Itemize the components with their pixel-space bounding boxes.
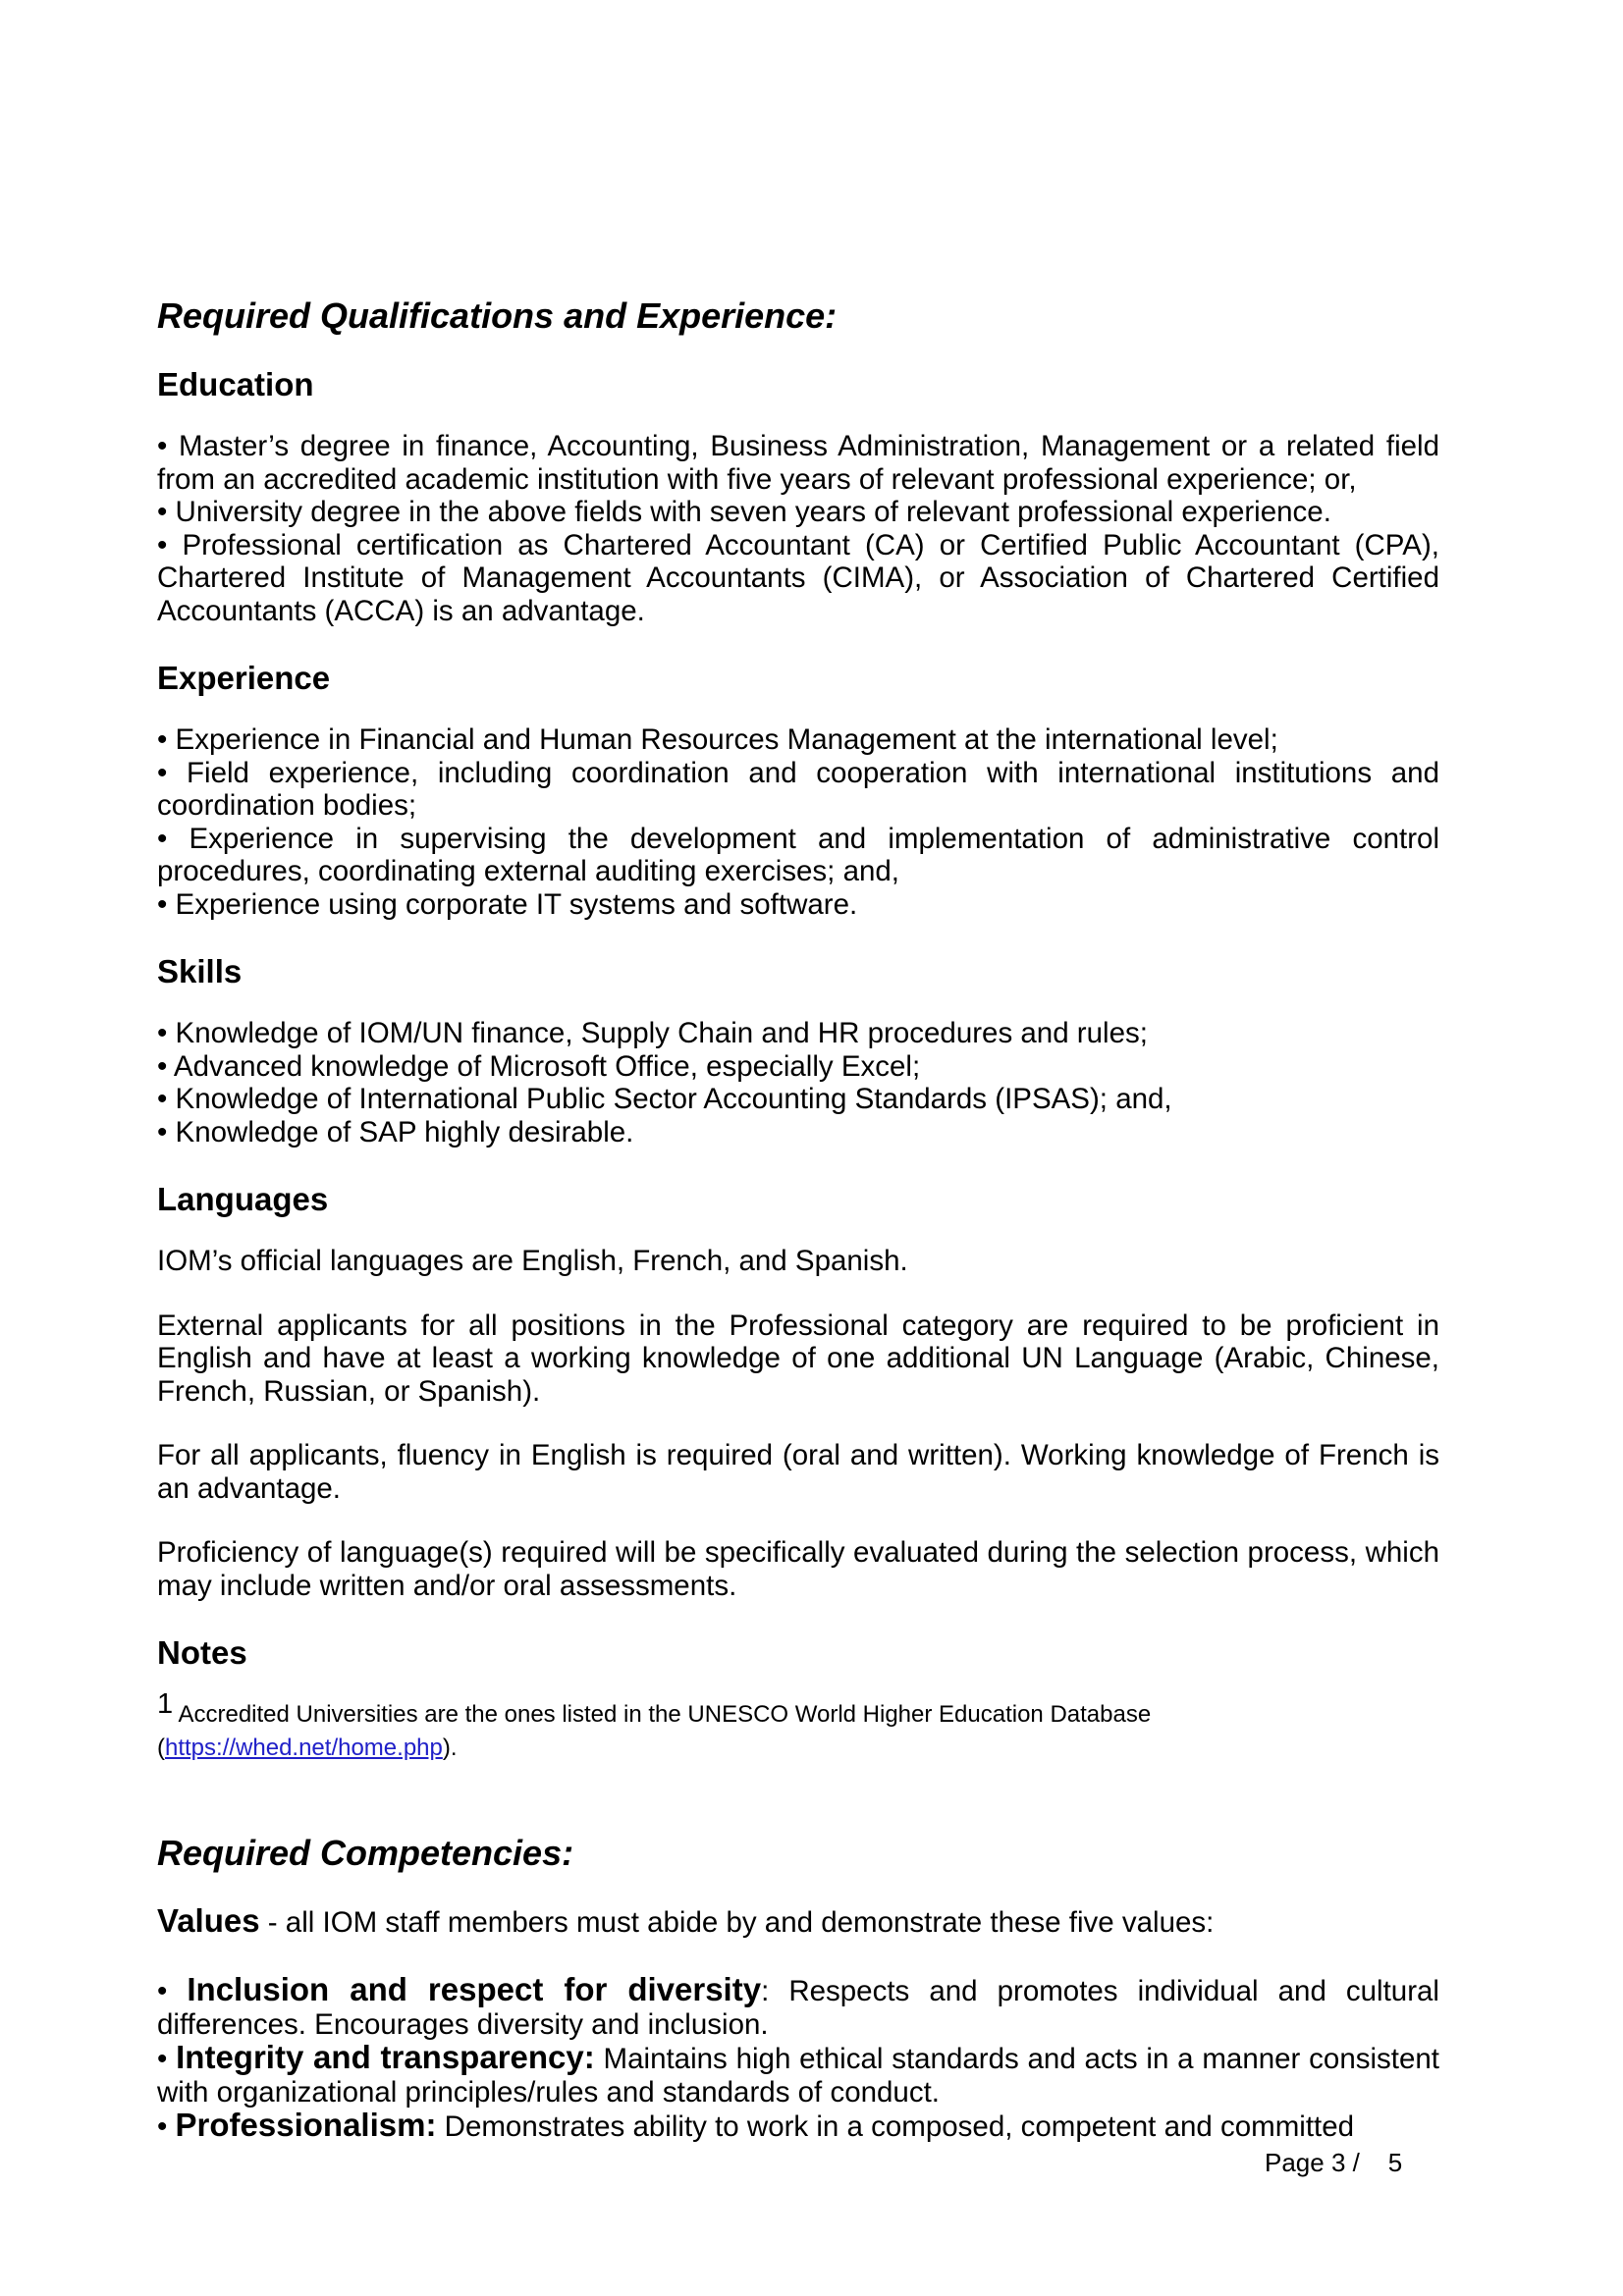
list-item: • Experience using corporate IT systems and software.: [157, 887, 858, 921]
languages-heading: Languages: [157, 1181, 329, 1217]
list-item: • Knowledge of SAP highly desirable.: [157, 1115, 634, 1148]
document-page: [157, 294, 1439, 2175]
value-text: : Respects and promotes individual and cultural differences. Encourages diversity and inclusion.: [157, 1975, 1439, 2041]
notes-heading: Notes: [157, 1634, 247, 1671]
education-heading: Education: [157, 366, 314, 402]
list-item: [157, 2041, 1439, 2109]
bullet-mark: •: [157, 2110, 176, 2143]
page-number: Page 3 / 5: [1265, 2148, 1403, 2177]
languages-paragraph: For all applicants, fluency in English is required (oral and written). Working knowledge of French is an advantage.: [157, 1439, 1439, 1505]
list-item: • Experience in supervising the development and implementation of administrative control procedures, coordinating external auditing exercises; and,: [157, 822, 1439, 887]
values-intro-text: - all IOM staff members must abide by and demonstrate these five values:: [259, 1906, 1215, 1939]
value-name: Professionalism:: [175, 2107, 437, 2143]
list-item: • University degree in the above fields with seven years of relevant professional experience.: [157, 496, 1331, 528]
bullet-mark: •: [157, 1975, 188, 2007]
footnote: [157, 1688, 1439, 1765]
value-text: Demonstrates ability to work in a composed, competent and committed: [436, 2110, 1355, 2143]
list-item: [157, 2109, 1439, 2144]
competencies-title: Required Competencies:: [157, 1833, 574, 1873]
list-item: • Professional certification as Chartered Accountant (CA) or Certified Public Accountant (CPA), Chartered Institute of Management Accountants (CIMA), or Association of Chartered Certified Accountants (ACCA) is an advantage.: [157, 528, 1439, 627]
skills-heading: Skills: [157, 953, 243, 989]
list-item: • Field experience, including coordination and cooperation with international institutions and coordination bodies;: [157, 756, 1439, 822]
languages-paragraph: External applicants for all positions in the Professional category are required to be proficient in English and have at least a working knowledge of one additional UN Language (Arabic, Chinese, French, Russian, or Spanish).: [157, 1308, 1439, 1408]
list-item: • Advanced knowledge of Microsoft Office, especially Excel;: [157, 1049, 921, 1083]
languages-paragraph: Proficiency of language(s) required will be specifically evaluated during the selection process, which may include written and/or oral assessments.: [157, 1536, 1439, 1602]
languages-paragraph: IOM’s official languages are English, French, and Spanish.: [157, 1245, 908, 1277]
list-item: [157, 1973, 1439, 2041]
footnote-link-close: ).: [442, 1735, 458, 1761]
values-intro: [157, 1902, 1439, 1942]
education-list: [157, 430, 1439, 627]
footnote-link-open: (: [157, 1735, 165, 1761]
list-item: • Knowledge of International Public Sector Accounting Standards (IPSAS); and,: [157, 1083, 1172, 1115]
list-item: • Knowledge of IOM/UN finance, Supply Chain and HR procedures and rules;: [157, 1017, 1148, 1049]
skills-list: [157, 1017, 1439, 1148]
footnote-marker: 1: [157, 1688, 174, 1720]
list-item: • Master’s degree in finance, Accounting, Business Administration, Management or a related field from an accredited academic institution with five years of relevant professional experience; or,: [157, 430, 1439, 496]
value-name: Integrity and transparency:: [176, 2039, 595, 2075]
values-list: [157, 1973, 1439, 2144]
experience-heading: Experience: [157, 660, 331, 696]
footnote-text: Accredited Universities are the ones listed in the UNESCO World Higher Education Database: [178, 1701, 1152, 1728]
whed-link[interactable]: https://whed.net/home.php: [165, 1735, 443, 1761]
experience-list: [157, 723, 1439, 921]
values-label: Values: [157, 1902, 260, 1939]
value-text: Maintains high ethical standards and acts in a manner consistent with organizational principles/rules and standards of conduct.: [157, 2043, 1439, 2109]
value-name: Inclusion and respect for diversity: [187, 1971, 762, 2007]
list-item: • Experience in Financial and Human Resources Management at the international level;: [157, 723, 1278, 756]
bullet-mark: •: [157, 2043, 177, 2075]
qualifications-title: Required Qualifications and Experience:: [157, 295, 838, 336]
